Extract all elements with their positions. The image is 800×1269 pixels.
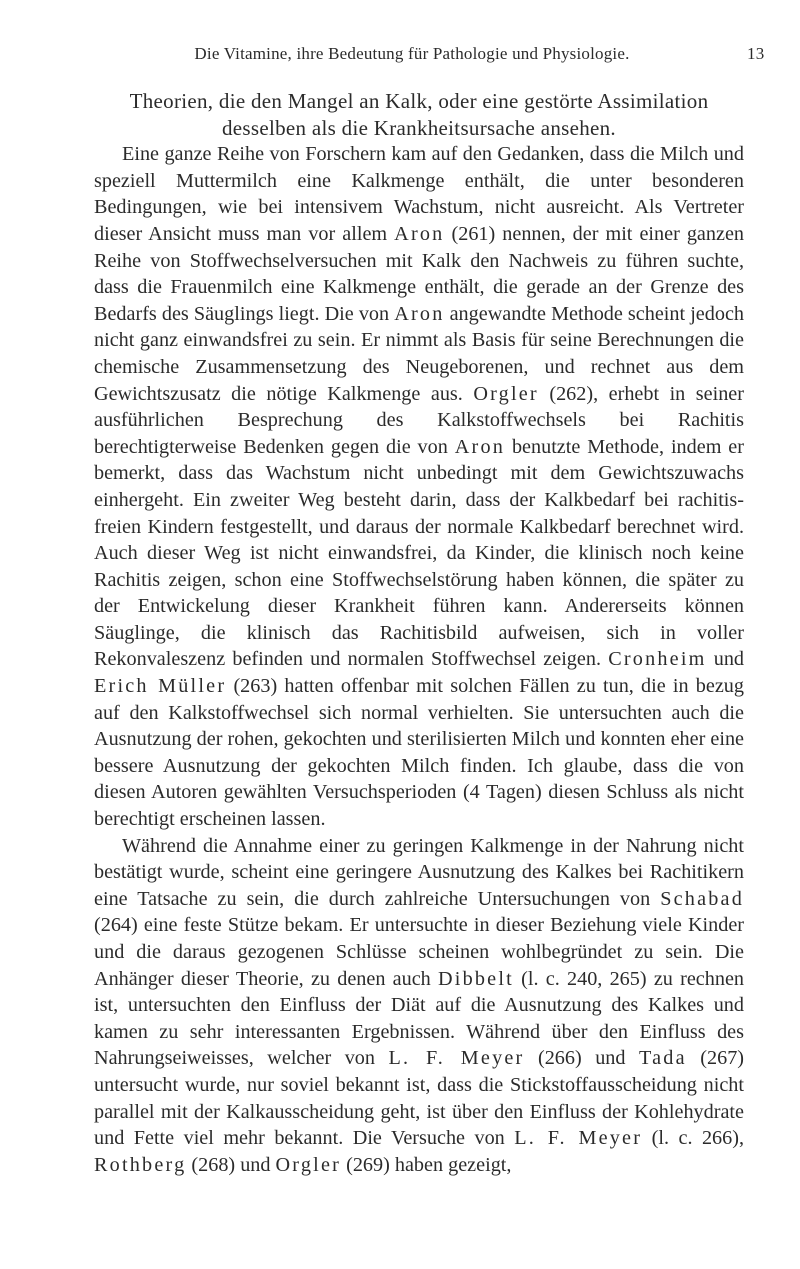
author-name: Aron <box>394 302 445 325</box>
text-run: (267) untersucht wurde, nur soviel bekannt ist, dass die Stickstoffausscheidung nicht parallel mit der Kalkausscheidung geht, ist über den Einfluss der Kohlehydrate und Fette viel mehr bekannt. Die Versuche von <box>94 1047 745 1150</box>
text-run: (269) haben gezeigt, <box>341 1153 512 1176</box>
author-name: L. F. Meyer <box>514 1127 643 1150</box>
author-name: Rothberg <box>94 1153 187 1176</box>
text-run: (262), erhebt in seiner ausführlichen Besprechung des Kalkstoffwechsels bei Rachitis berechtigterweise Bedenken gegen die von <box>94 382 744 458</box>
author-name: Tada <box>639 1047 687 1070</box>
text-run: (261) nennen, der mit einer ganzen Reihe von Stoffwechselversuchen mit Kalk den Nachweis zu führen suchte, dass die Frauenmilch eine Kalkmenge enthält, die gerade an der Grenze des Bedarfs des Säuglings liegt. Die von <box>94 222 744 325</box>
running-head <box>92 44 800 70</box>
text-run: (263) hatten offenbar mit solchen Fällen zu tun, die in bezug auf den Kalkstoffwechsel sich normal verhielten. Sie untersuchten auch die Ausnutzung der rohen, gekochten und sterilisierten Milch und konnten eher eine bessere Ausnutzung der gekochten Milch finden. Ich glaube, dass die von diesen Autoren gewählten Versuchsperioden (4 Tagen) diesen Schluss als nicht berechtigt erscheinen lassen. <box>94 675 744 831</box>
paragraph-2 <box>94 833 744 1179</box>
text-run: und <box>706 648 744 671</box>
author-name: Dibbelt <box>438 967 514 990</box>
author-name: Aron <box>454 435 506 458</box>
text-run: Während die Annahme einer zu geringen Kalkmenge in der Nahrung nicht bestätigt wurde, scheint eine geringere Ausnutzung des Kalkes bei Rachitikern eine Tatsache zu sein, die durch zahlreiche Untersuchungen von <box>94 834 744 910</box>
text-run: angewandte Methode scheint jedoch nicht ganz einwandsfrei zu sein. Er nimmt als Basis für seine Berechnungen die chemische Zusammensetzung des Neugeborenen, und rechnet aus dem Gewichtszusatz die nötige Kalkmenge aus. <box>94 302 744 405</box>
author-name: Erich Müller <box>94 675 227 698</box>
body-text <box>94 88 744 1178</box>
text-run: benutzte Methode, indem er bemerkt, dass das Wachstum nicht unbedingt mit dem Gewichtszuwachs einhergeht. Ein zweiter Weg besteht darin, dass der Kalkbedarf bei rachitisfreien Kindern festgestellt, und daraus der normale Kalkbedarf berechnet wird. Auch dieser Weg ist nicht einwandsfrei, da Kinder, die klinisch noch keine Rachitis zeigen, schon eine Stoffwechselstörung haben können, die später zu der Entwickelung dieser Krankheit führen kann. Andererseits können Säuglinge, die klinisch das Rachitisbild aufweisen, sich in voller Rekonvaleszenz befinden und normalen Stoffwechsel zeigen. <box>94 435 744 671</box>
text-run: (l. c. 266), <box>642 1127 745 1150</box>
section-heading-line-2: desselben als die Krankheitsursache ansehen. <box>222 115 616 140</box>
text-run: (266) und <box>524 1047 640 1070</box>
text-run: (268) und <box>186 1153 276 1176</box>
text-run: Eine ganze Reihe von Forschern kam auf den Gedanken, dass die Milch und speziell Muttermilch eine Kalkmenge enthält, die unter besonderen Bedingungen, wie bei intensivem Wachstum, nicht ausreicht. Als Vertreter dieser Ansicht muss man vor allem <box>94 143 744 245</box>
section-heading-line-1: Theorien, die den Mangel an Kalk, oder eine gestörte Assimilation <box>129 89 709 113</box>
author-name: L. F. Meyer <box>388 1047 525 1070</box>
author-name: Cronheim <box>608 648 707 671</box>
author-name: Schabad <box>660 887 744 910</box>
page-number: 13 <box>747 44 765 63</box>
section-heading <box>94 88 744 141</box>
text-run: (264) eine feste Stütze bekam. Er untersuchte in dieser Beziehung viele Kinder und die daraus gezogenen Schlüsse scheinen wohlbegründet zu sein. Die Anhänger dieser Theorie, zu denen auch <box>94 914 744 990</box>
paragraph-1 <box>94 141 744 832</box>
running-head-title: Die Vitamine, ihre Bedeutung für Pathologie und Physiologie. <box>194 44 630 63</box>
author-name: Aron <box>394 222 445 245</box>
text-run: (l. c. 240, 265) zu rechnen ist, untersuchten den Einfluss der Diät auf die Ausnutzung des Kalkes und kamen zu sehr interessanten Ergebnissen. Während über den Einfluss des Nahrungseiweisses, welcher von <box>94 967 744 1070</box>
author-name: Orgler <box>473 382 539 405</box>
author-name: Orgler <box>275 1153 342 1176</box>
